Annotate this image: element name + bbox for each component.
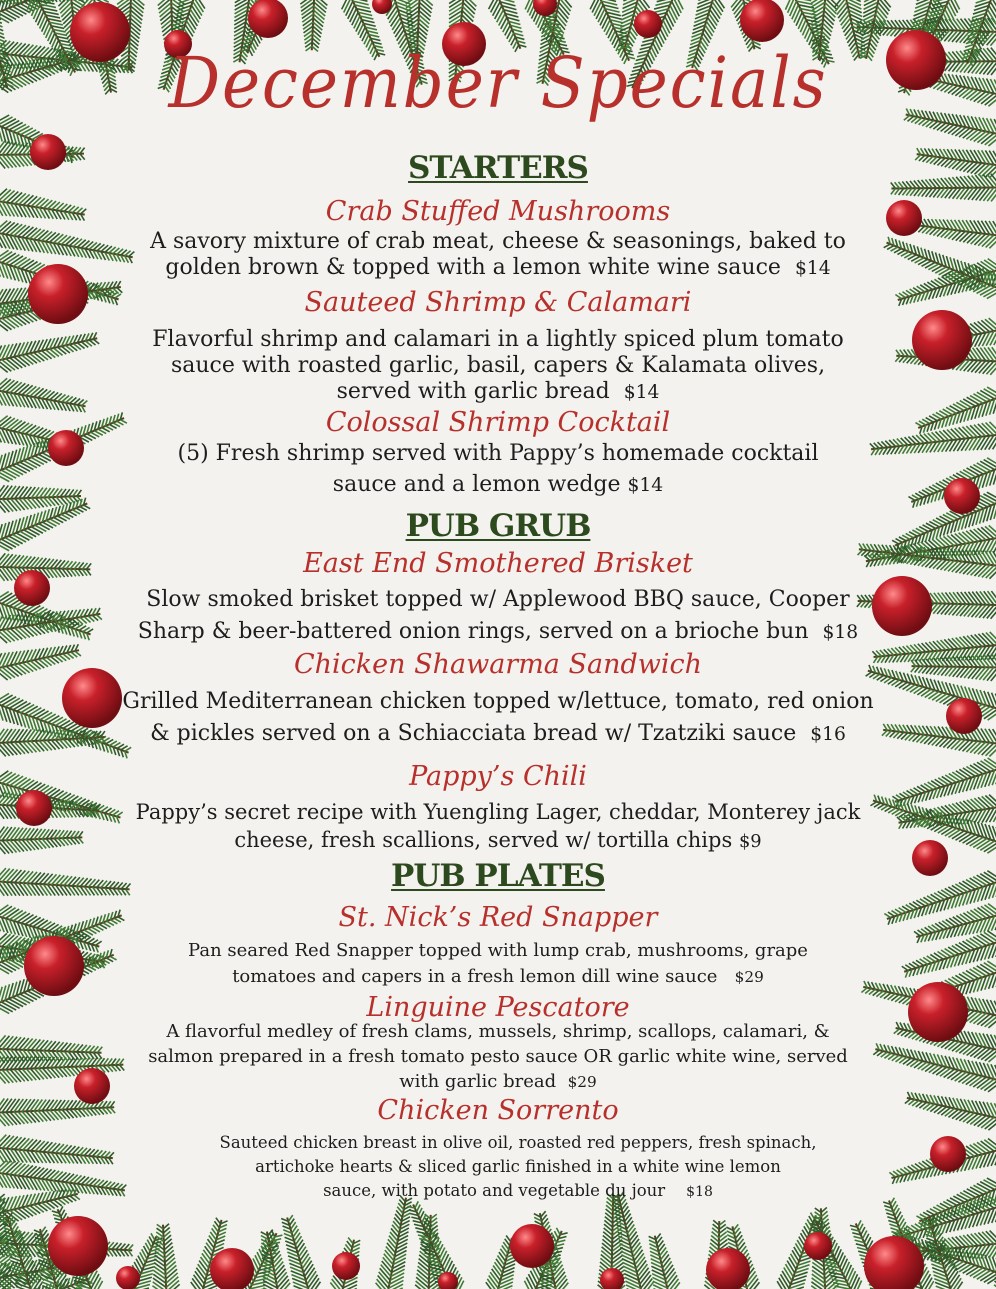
item-name: Chicken Shawarma Sandwich — [293, 649, 703, 680]
section-heading-pub-plates: PUB PLATES — [391, 858, 605, 894]
item-price: $18 — [686, 1184, 713, 1200]
item-description: (5) Fresh shrimp served with Pappy’s homemade cocktail sauce and a lemon wedge $14 — [177, 441, 819, 497]
item-name: Pappy’s Chili — [409, 761, 587, 792]
item-price: $16 — [810, 724, 846, 745]
item-description: Pappy’s secret recipe with Yuengling Lager, cheddar, Monterey jack cheese, fresh scallions, served w/ tortilla chips $9 — [135, 800, 861, 852]
item-name: St. Nick’s Red Snapper — [338, 902, 658, 933]
item-price: $29 — [567, 1073, 597, 1091]
item-name: Linguine Pescatore — [366, 992, 630, 1023]
item-name: Chicken Sorrento — [377, 1095, 619, 1126]
item-name: Crab Stuffed Mushrooms — [325, 196, 671, 227]
item-description: A savory mixture of crab meat, cheese & seasonings, baked to golden brown & topped with a lemon white wine sauce $14 — [150, 229, 846, 280]
item-description: Pan seared Red Snapper topped with lump crab, mushrooms, grape tomatoes and capers in a fresh lemon dill wine sauce $29 — [188, 940, 808, 987]
section-heading-starters: STARTERS — [408, 150, 588, 186]
item-price: $29 — [734, 968, 764, 986]
item-price: $14 — [623, 382, 660, 403]
item-price: $9 — [738, 831, 762, 852]
item-price: $14 — [627, 475, 664, 496]
item-price: $18 — [822, 622, 859, 643]
item-name: Sauteed Shrimp & Calamari — [304, 287, 692, 318]
section-heading-pub-grub: PUB GRUB — [405, 508, 591, 544]
page-title: December Specials — [168, 42, 828, 124]
item-description: Slow smoked brisket topped w/ Applewood BBQ sauce, Cooper Sharp & beer-battered onion rings, served on a brioche bun $18 — [137, 587, 859, 644]
item-description: Flavorful shrimp and calamari in a lightly spiced plum tomato sauce with roasted garlic, basil, capers & Kalamata olives, served with garlic bread $14 — [152, 327, 844, 404]
item-name: East End Smothered Brisket — [303, 548, 693, 579]
item-name: Colossal Shrimp Cocktail — [325, 407, 671, 438]
item-description: Grilled Mediterranean chicken topped w/lettuce, tomato, red onion & pickles served on a Schiacciata bread w/ Tzatziki sauce $16 — [122, 689, 874, 746]
item-price: $14 — [794, 258, 831, 279]
item-description: Sauteed chicken breast in olive oil, roasted red peppers, fresh spinach, artichoke hearts & sliced garlic finished in a white wine lemon sauce, with potato and vegetable du jour $18 — [219, 1133, 817, 1200]
item-description: A flavorful medley of fresh clams, mussels, shrimp, scallops, calamari, & salmon prepared in a fresh tomato pesto sauce OR garlic white wine, served with garlic bread $29 — [148, 1021, 848, 1092]
